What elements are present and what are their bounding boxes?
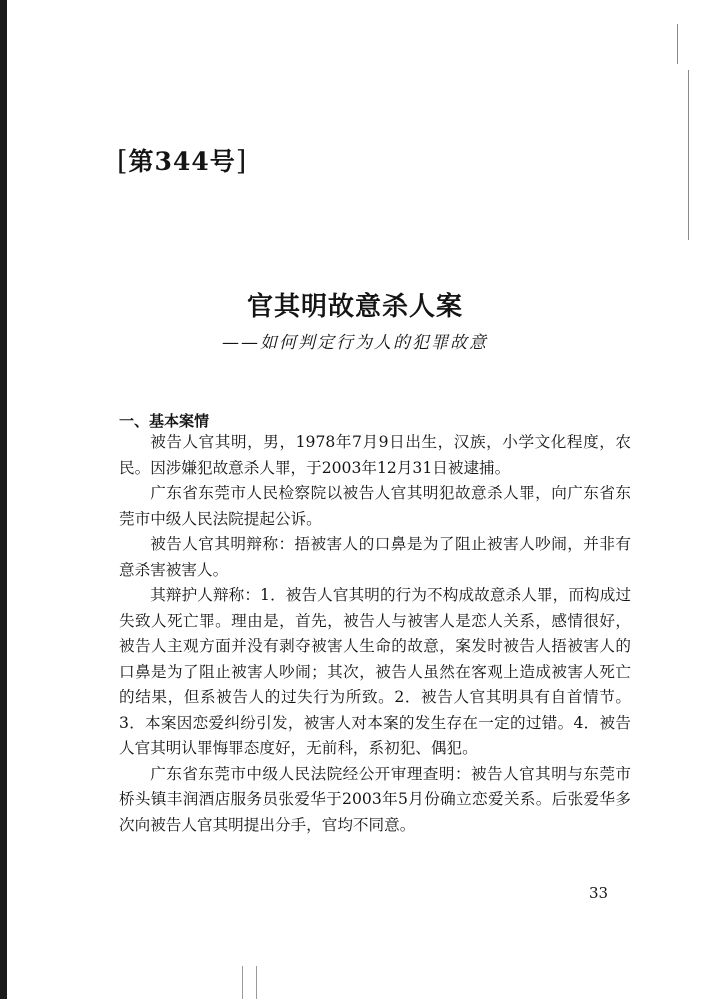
article-title: 官其明故意杀人案: [246, 292, 463, 322]
scan-mark-bottom: [242, 966, 282, 999]
scan-mark-right: [688, 70, 689, 240]
scan-mark-top-right: [677, 24, 678, 64]
page-number: 33: [589, 884, 609, 902]
body-text: [119, 430, 631, 838]
case-number: [117, 142, 247, 178]
case-number-label: 第344号: [128, 147, 236, 176]
paragraph: 被告人官其明，男，1978年7月9日出生，汉族，小学文化程度，农民。因涉嫌犯故意杀人罪，于2003年12月31日被逮捕。: [119, 433, 631, 477]
paragraph: 其辩护人辩称：1．被告人官其明的行为不构成故意杀人罪，而构成过失致人死亡罪。理由是，首先，被告人与被害人是恋人关系，感情很好，被告人主观方面并没有剥夺被害人生命的故意，案发时被告人捂被害人的口鼻是为了阻止被害人吵闹；其次，被告人虽然在客观上造成被害人死亡的结果，但系被告人的过失行为所致。2．被告人官其明具有自首情节。3．本案因恋爱纠纷引发，被害人对本案的发生存在一定的过错。4．被告人官其明认罪悔罪态度好，无前科，系初犯、偶犯。: [119, 586, 631, 757]
page-binding-edge: [0, 0, 7, 999]
section-heading: 一、基本案情: [119, 412, 210, 430]
case-number-bracket-close: ]: [235, 146, 248, 177]
paragraph: 被告人官其明辩称：捂被害人的口鼻是为了阻止被害人吵闹，并非有意杀害被害人。: [119, 535, 631, 579]
paragraph: 广东省东莞市中级人民法院经公开审理查明：被告人官其明与东莞市桥头镇丰润酒店服务员张爱华于2003年5月份确立恋爱关系。后张爱华多次向被告人官其明提出分手，官均不同意。: [119, 764, 631, 834]
article-subtitle: ——如何判定行为人的犯罪故意: [222, 333, 488, 353]
case-number-bracket-open: [: [117, 146, 129, 177]
paragraph: 广东省东莞市人民检察院以被告人官其明犯故意杀人罪，向广东省东莞市中级人民法院提起公诉。: [119, 484, 631, 528]
